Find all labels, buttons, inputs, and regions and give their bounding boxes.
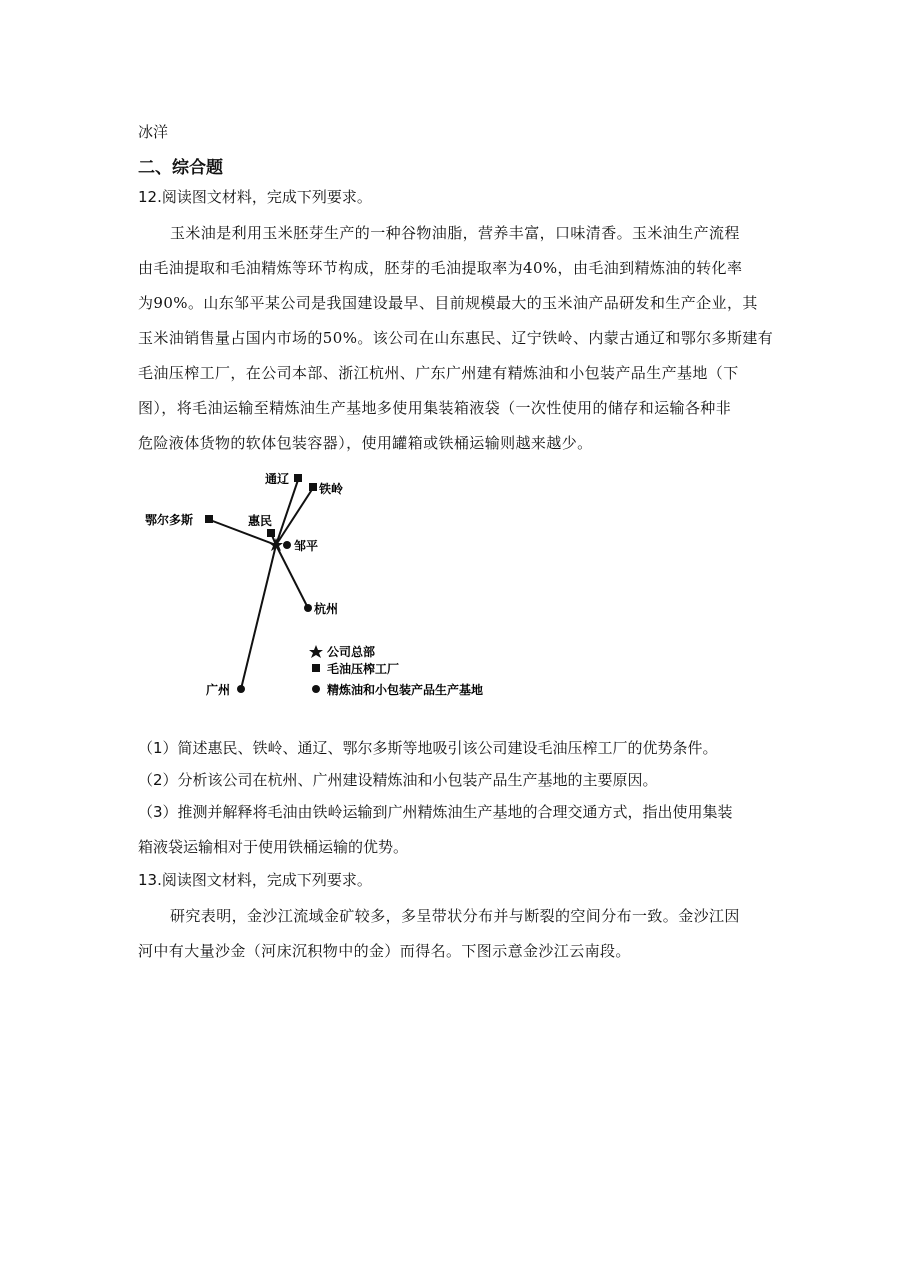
q12-para-line-1: 玉米油是利用玉米胚芽生产的一种谷物油脂，营养丰富，口味清香。玉米油生产流程 <box>170 224 740 242</box>
legend-hq: 公司总部 <box>327 645 376 659</box>
label-eerduosi: 鄂尔多斯 <box>145 513 194 527</box>
map-legend <box>309 644 483 697</box>
guangzhou-base-icon <box>237 685 245 693</box>
tongliao-factory-icon <box>294 474 302 482</box>
route-hangzhou <box>276 545 308 608</box>
q12-number: 12. <box>138 188 162 206</box>
route-guangzhou <box>241 545 276 689</box>
legend-dot-icon <box>312 685 320 693</box>
label-huimin: 惠民 <box>248 514 273 528</box>
legend-base: 精炼油和小包装产品生产基地 <box>327 683 484 697</box>
q13-number: 13. <box>138 871 162 889</box>
legend-star-icon <box>309 645 323 658</box>
q12-para-line-3: 为90%。山东邹平某公司是我国建设最早、目前规模最大的玉米油产品研发和生产企业，其 <box>138 294 758 312</box>
eerduosi-factory-icon <box>205 515 213 523</box>
label-zouping: 邹平 <box>294 539 319 553</box>
route-tieling <box>276 488 313 545</box>
q12-para-line-6: 图），将毛油运输至精炼油生产基地多使用集装箱液袋（一次性使用的储存和运输各种非 <box>138 399 732 417</box>
q13-prompt <box>138 869 372 890</box>
q12-question-2: （2）分析该公司在杭州、广州建设精炼油和小包装产品生产基地的主要原因。 <box>138 771 658 789</box>
q12-question-3: （3）推测并解释将毛油由铁岭运输到广州精炼油生产基地的合理交通方式，指出使用集装 <box>138 803 733 821</box>
q12-para-line-7: 危险液体货物的软体包装容器），使用罐箱或铁桶运输则越来越少。 <box>138 434 593 452</box>
q12-question-3-cont: 箱液袋运输相对于使用铁桶运输的优势。 <box>138 838 409 856</box>
label-guangzhou: 广州 <box>206 683 231 697</box>
label-tongliao: 通辽 <box>265 472 290 486</box>
legend-square-icon <box>312 664 320 672</box>
q12-para-line-5: 毛油压榨工厂，在公司本部、浙江杭州、广东广州建有精炼油和小包装产品生产基地（下 <box>138 364 739 382</box>
q13-para-line-2: 河中有大量沙金（河床沉积物中的金）而得名。下图示意金沙江云南段。 <box>138 942 631 960</box>
section-heading: 二、综合题 <box>138 158 223 178</box>
q13-para-line-1: 研究表明，金沙江流域金矿较多，多呈带状分布并与断裂的空间分布一致。金沙江因 <box>170 907 740 925</box>
tieling-factory-icon <box>309 483 317 491</box>
q13-prompt-text: 阅读图文材料，完成下列要求。 <box>161 871 372 889</box>
label-hangzhou: 杭州 <box>314 602 339 616</box>
route-tongliao <box>276 480 298 545</box>
legend-factory: 毛油压榨工厂 <box>327 662 400 676</box>
huimin-factory-icon <box>267 529 275 537</box>
q12-question-1: （1）简述惠民、铁岭、通辽、鄂尔多斯等地吸引该公司建设毛油压榨工厂的优势条件。 <box>138 739 718 757</box>
zouping-base-icon <box>283 541 291 549</box>
hangzhou-base-icon <box>304 604 312 612</box>
q12-prompt-text: 阅读图文材料，完成下列要求。 <box>161 188 372 206</box>
q12-para-line-2: 由毛油提取和毛油精炼等环节构成，胚芽的毛油提取率为40%，由毛油到精炼油的转化率 <box>138 259 743 277</box>
label-tieling: 铁岭 <box>319 482 344 496</box>
top-word: 冰洋 <box>138 123 169 141</box>
q12-para-line-4: 玉米油销售量占国内市场的50%。该公司在山东惠民、辽宁铁岭、内蒙古通辽和鄂尔多斯建有 <box>138 329 774 347</box>
